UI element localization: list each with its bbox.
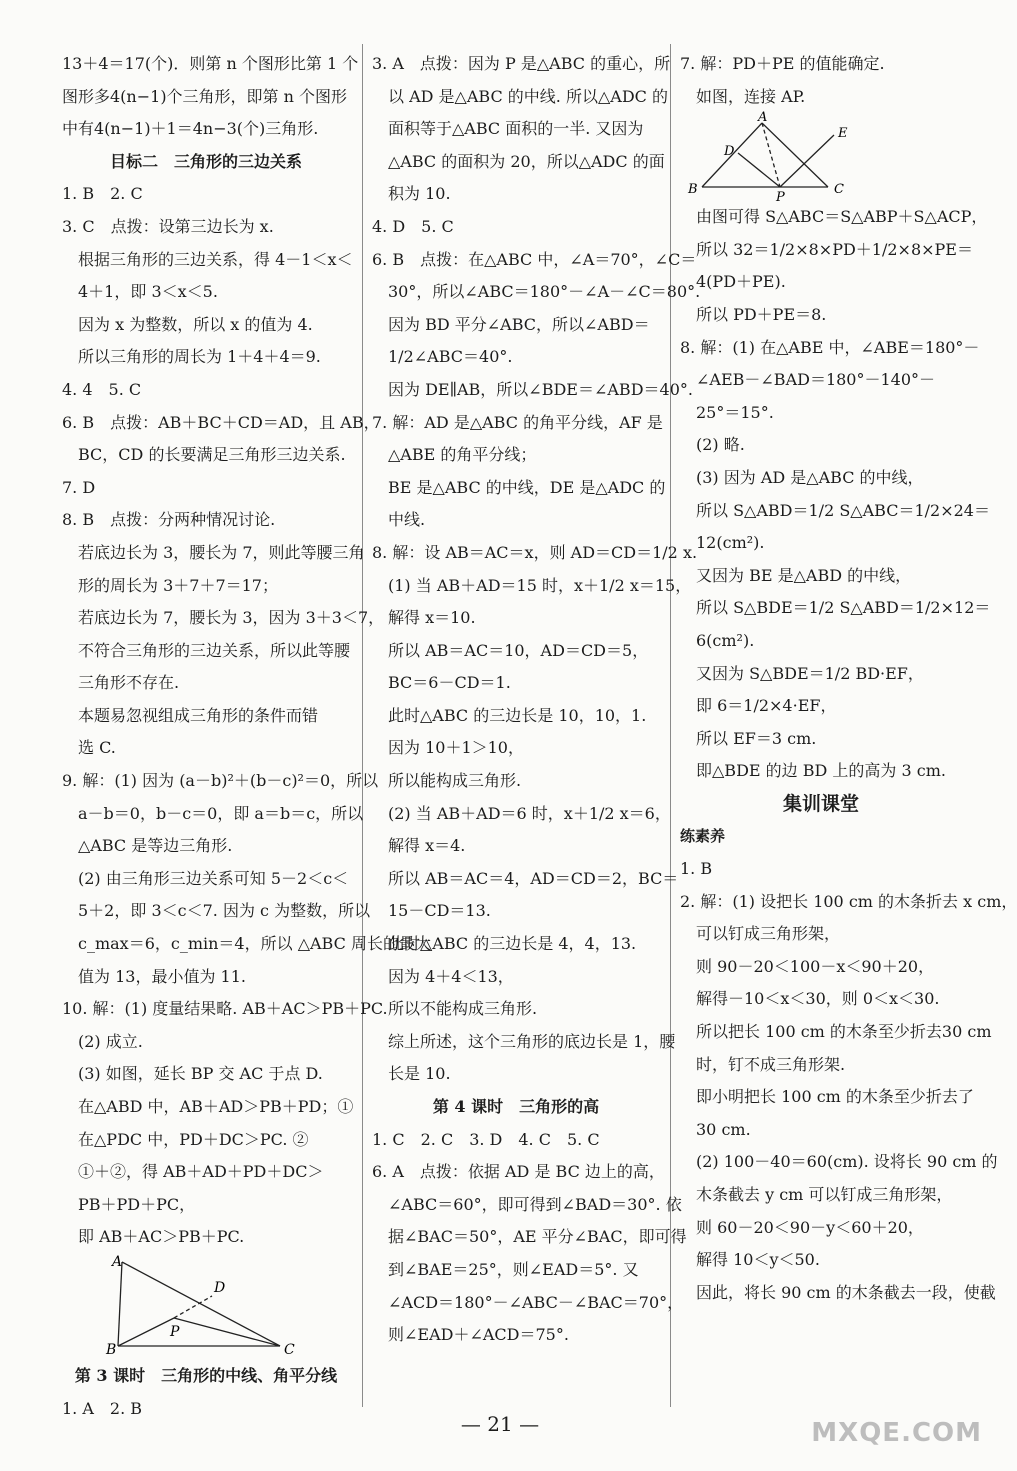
point-b-label: B <box>106 1341 117 1358</box>
text-line: 8. B 点拨：分两种情况讨论. <box>62 510 276 530</box>
text-line: 因为 DE∥AB，所以∠BDE＝∠ABD＝40°. <box>372 379 693 399</box>
text-line: 解得 x＝4. <box>372 836 466 856</box>
text-line: 30 cm. <box>680 1119 751 1139</box>
text-line: 15－CD＝13. <box>372 901 491 921</box>
text-line: 1. B <box>680 859 713 879</box>
text-line: ∠ABC＝60°，即可得到∠BAD＝30°. 依 <box>372 1194 682 1214</box>
text-line: 9. 解：(1) 因为 (a－b)²＋(b－c)²＝0，所以 <box>62 771 379 791</box>
point-a-label: A <box>758 110 768 126</box>
text-line: 8. 解：(1) 在△ABE 中，∠ABE＝180°－ <box>680 337 980 357</box>
text-line: 木条截去 y cm 可以钉成三角形架， <box>680 1185 953 1204</box>
text-line: 4＋1，即 3＜x＜5. <box>62 282 218 302</box>
text-line: 因为 BD 平分∠ABC，所以∠ABD＝ <box>372 314 650 334</box>
text-line: 因此，将长 90 cm 的木条截去一段，使截 <box>680 1282 996 1302</box>
text-line: △ABC 的面积为 20，所以△ADC 的面 <box>372 151 665 171</box>
point-c-label: C <box>284 1341 295 1358</box>
triangle-figure-apde <box>680 110 962 206</box>
point-a-label: A <box>112 1253 123 1270</box>
text-line: 即 6＝1/2×4·EF， <box>680 696 837 716</box>
answer-block <box>680 201 991 788</box>
text-line: (2) 由三角形三边关系可知 5－2＜c＜ <box>62 868 349 888</box>
text-line: 12(cm²). <box>680 533 765 553</box>
point-d-label: D <box>214 1279 226 1296</box>
text-line: 即 AB＋AC＞PB＋PC. <box>62 1227 245 1247</box>
text-line: 所以能构成三角形. <box>372 771 522 791</box>
text-line: a－b＝0，b－c＝0，即 a＝b＝c，所以 <box>62 803 364 823</box>
text-line: 6(cm²). <box>680 630 755 650</box>
text-line: 所以 AB＝AC＝10，AD＝CD＝5， <box>372 640 649 660</box>
point-b-label: B <box>688 182 698 198</box>
text-line: 则 90－20＜100－x＜90＋20， <box>680 956 935 976</box>
text-line: 解得－10＜x＜30，则 0＜x＜30. <box>680 989 940 1009</box>
text-line: 在△PDC 中，PD＋DC＞PC. ② <box>62 1129 309 1149</box>
triangle-figure-abc <box>62 1254 350 1360</box>
text-line: (2) 当 AB＋AD＝6 时，x＋1/2 x＝6， <box>372 803 671 823</box>
text-line: 综上所述，这个三角形的底边长是 1，腰 <box>372 1031 676 1051</box>
text-line: 值为 13，最小值为 11. <box>62 966 246 986</box>
section-heading: 目标二 三角形的三边关系 <box>109 151 302 171</box>
point-c-label: C <box>834 182 844 198</box>
text-line: 不符合三角形的三边关系，所以此等腰 <box>62 640 351 660</box>
text-line: 时，钉不成三角形架. <box>680 1054 846 1074</box>
text-line: 所以 S△BDE＝1/2 S△ABD＝1/2×12＝ <box>680 598 991 618</box>
text-line: 30°，所以∠ABC＝180°－∠A－∠C＝80°. <box>372 282 701 302</box>
text-line: BC，CD 的长要满足三角形三边关系. <box>62 445 346 465</box>
text-line: 25°＝15°. <box>680 402 774 422</box>
text-line: 中有4(n−1)＋1＝4n−3(个)三角形. <box>62 119 319 139</box>
text-line: 若底边长为 7，腰长为 3，因为 3＋3＜7， <box>62 608 385 628</box>
text-line: 4. 4 5. C <box>62 379 142 399</box>
answer-block <box>680 853 1017 1309</box>
text-line: 以 AD 是△ABC 的中线. 所以△ADC 的 <box>372 86 668 106</box>
text-line: 1. A 2. B <box>62 1398 143 1418</box>
text-line: 所以三角形的周长为 1＋4＋4＝9. <box>62 347 321 367</box>
text-line: 又因为 S△BDE＝1/2 BD·EF， <box>680 663 924 683</box>
text-line: ∠AEB－∠BAD＝180°－140°－ <box>680 370 936 390</box>
text-line: ∠ACD＝180°－∠ABC－∠BAC＝70°， <box>372 1292 684 1312</box>
text-line: 3. A 点拨：因为 P 是△ABC 的重心，所 <box>372 54 671 73</box>
watermark: MXQE.COM <box>811 1418 982 1448</box>
column-divider <box>362 44 363 1407</box>
page-number: — 21 — <box>460 1412 540 1436</box>
text-line: (3) 如图，延长 BP 交 AC 于点 D. <box>62 1064 323 1084</box>
text-line: 此时△ABC 的三边长是 4，4，13. <box>372 934 637 954</box>
text-line: 所以 AB＝AC＝4，AD＝CD＝2，BC＝ <box>372 868 679 888</box>
text-line: 5＋2，即 3＜c＜7. 因为 c 为整数，所以 <box>62 901 371 921</box>
text-line: (3) 因为 AD 是△ABC 的中线， <box>680 467 924 487</box>
text-line: 4. D 5. C <box>372 216 454 236</box>
text-line: 积为 10. <box>372 184 451 204</box>
text-line: 所以 EF＝3 cm. <box>680 728 817 748</box>
text-line: ①＋②，得 AB＋AD＋PD＋DC＞ <box>62 1162 324 1182</box>
text-line: 到∠BAE＝25°，则∠EAD＝5°. 又 <box>372 1259 639 1279</box>
point-e-label: E <box>838 126 848 142</box>
text-line: 6. B 点拨：在△ABC 中，∠A＝70°，∠C＝ <box>372 249 697 269</box>
lesson-3-heading: 第 3 课时 三角形的中线、角平分线 <box>74 1365 338 1385</box>
text-line: (2) 略. <box>680 435 745 455</box>
text-line: 图形多4(n−1)个三角形，即第 n 个图形 <box>62 86 348 106</box>
answer-block <box>372 1124 687 1352</box>
text-line: 解得 10＜y＜50. <box>680 1250 820 1270</box>
text-line: 所以 S△ABD＝1/2 S△ABC＝1/2×24＝ <box>680 500 990 520</box>
text-line: 则∠EAD＋∠ACD＝75°. <box>372 1325 569 1345</box>
text-line: 3. C 点拨：设第三边长为 x. <box>62 216 274 236</box>
text-line: 4(PD＋PE). <box>680 272 786 292</box>
text-line: △ABC 是等边三角形. <box>62 836 233 856</box>
text-line: 10. 解：(1) 度量结果略. AB＋AC＞PB＋PC. <box>62 999 388 1019</box>
text-line: (2) 成立. <box>62 1031 143 1051</box>
text-line: (2) 100－40＝60(cm). 设将长 90 cm 的 <box>680 1152 998 1172</box>
text-line: 所以把长 100 cm 的木条至少折去30 cm <box>680 1022 992 1042</box>
text-line: 8. 解：设 AB＝AC＝x，则 AD＝CD＝1/2 x. <box>372 542 698 562</box>
text-line: 1. B 2. C <box>62 184 143 204</box>
section-title: 集训课堂 <box>782 792 859 815</box>
text-line: 如图，连接 AP. <box>680 86 806 106</box>
text-line: 三角形不存在. <box>62 673 180 693</box>
text-line: (1) 当 AB＋AD＝15 时，x＋1/2 x＝15， <box>372 575 692 595</box>
text-line: △ABE 的角平分线； <box>372 445 537 465</box>
text-line: 即△BDE 的边 BD 上的高为 3 cm. <box>680 761 946 781</box>
text-line: 由图可得 S△ABC＝S△ABP＋S△ACP， <box>680 207 988 227</box>
text-line: 则 60－20＜90－y＜60＋20， <box>680 1217 924 1237</box>
answer-block <box>680 48 962 113</box>
text-line: 所以不能构成三角形. <box>372 999 538 1019</box>
text-line: 2. 解：(1) 设把长 100 cm 的木条折去 x cm， <box>680 891 1017 911</box>
text-line: PB＋PD＋PC， <box>62 1194 196 1214</box>
text-line: 本题易忽视组成三角形的条件而错 <box>62 705 319 725</box>
text-line: 长是 10. <box>372 1064 451 1084</box>
text-line: 7. D <box>62 477 96 497</box>
text-line: 可以钉成三角形架， <box>680 924 841 944</box>
answer-block <box>62 48 359 146</box>
text-line: 1. C 2. C 3. D 4. C 5. C <box>372 1129 600 1149</box>
text-line: 7. 解：PD＋PE 的值能确定. <box>680 54 885 73</box>
text-line: 因为 4＋4＜13， <box>372 966 514 986</box>
text-line: 所以 PD＋PE＝8. <box>680 304 827 324</box>
text-line: 6. A 点拨：依据 AD 是 BC 边上的高， <box>372 1162 665 1182</box>
text-line: BC＝6－CD＝1. <box>372 673 511 693</box>
text-line: 7. 解：AD 是△ABC 的角平分线，AF 是 <box>372 412 663 432</box>
text-line: 据∠BAC＝50°，AE 平分∠BAC，即可得 <box>372 1227 687 1247</box>
text-line: 13＋4＝17(个)．则第 n 个图形比第 1 个 <box>62 54 359 73</box>
point-p-label: P <box>170 1323 180 1340</box>
text-line: 若底边长为 3，腰长为 7，则此等腰三角 <box>62 542 365 562</box>
text-line: 中线. <box>372 510 426 530</box>
text-line: 因为 10＋1＞10， <box>372 738 524 758</box>
text-line: 所以 32＝1/2×8×PD＋1/2×8×PE＝ <box>680 239 973 259</box>
text-line: 解得 x＝10. <box>372 608 476 628</box>
text-line: 即小明把长 100 cm 的木条至少折去了 <box>680 1087 974 1107</box>
text-line: 此时△ABC 的三边长是 10，10，1. <box>372 705 647 725</box>
lesson-4-heading: 第 4 课时 三角形的高 <box>432 1097 600 1116</box>
text-line: 在△ABD 中，AB＋AD＞PB＋PD；① <box>62 1097 354 1116</box>
text-line: BE 是△ABC 的中线，DE 是△ADC 的 <box>372 477 666 497</box>
subsection-title: 练素养 <box>680 827 726 846</box>
text-line: 6. B 点拨：AB＋BC＋CD＝AD，且 AB， <box>62 412 380 432</box>
point-p-label: P <box>776 190 785 206</box>
text-line: 面积等于△ABC 面积的一半. 又因为 <box>372 119 644 139</box>
text-line: 根据三角形的三边关系，得 4－1＜x＜ <box>62 249 353 269</box>
text-line: 形的周长为 3＋7＋7＝17； <box>62 575 278 595</box>
text-line: 1/2∠ABC＝40°. <box>372 347 513 367</box>
point-d-label: D <box>724 144 735 160</box>
text-line: c_max＝6，c_min＝4，所以 △ABC 周长的最大 <box>62 934 431 954</box>
column-3 <box>680 48 1017 1309</box>
text-line: 因为 x 为整数，所以 x 的值为 4. <box>62 314 313 334</box>
text-line: 又因为 BE 是△ABD 的中线， <box>680 565 912 585</box>
text-line: 选 C. <box>62 738 116 758</box>
